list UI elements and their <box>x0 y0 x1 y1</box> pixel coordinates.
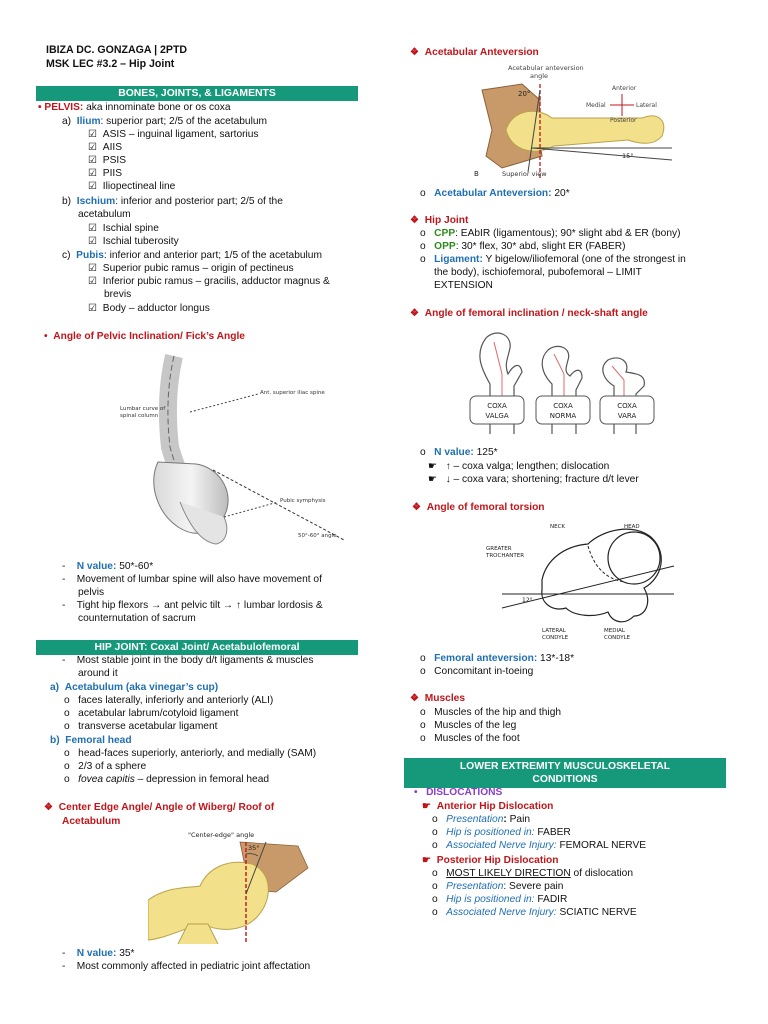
list-item: ☛ ↓ – coxa vara; shortening; fracture d/t lever <box>428 474 639 485</box>
item-text-italic: fovea capitis <box>78 774 135 785</box>
ischium-label: Ischium <box>76 196 116 207</box>
heading-text: Acetabular Anteversion <box>424 47 539 58</box>
bar-text: LOWER EXTREMITY MUSCULOSKELETAL <box>459 761 671 772</box>
heading-text: Center Edge Angle/ Angle of Wiberg/ Roof of <box>58 802 275 813</box>
fig-label: Anterior <box>612 85 637 92</box>
acetabular-anteversion-heading: ❖ Acetabular Anteversion <box>410 47 539 58</box>
list-item: o Associated Nerve Injury: SCIATIC NERVE <box>432 907 637 918</box>
item-text: ASIS – inguinal ligament, sartorius <box>102 129 259 140</box>
list-item: ☑ AIIS <box>88 142 123 153</box>
fig-label: HEAD <box>624 524 640 530</box>
item-text: Iliopectineal line <box>102 181 176 192</box>
anterior-dislocation-heading: ☛ Anterior Hip Dislocation <box>422 801 554 812</box>
pubis-label: Pubis <box>76 250 104 261</box>
item-text: Most commonly affected in pediatric joint affectation <box>76 961 311 972</box>
fig-caption: "Center-edge" angle <box>188 831 255 839</box>
list-item: ☑ ASIS – inguinal ligament, sartorius <box>88 129 259 140</box>
item-label: Presentation <box>446 881 504 892</box>
femoral-torsion-heading: ❖ Angle of femoral torsion <box>412 502 545 513</box>
list-item: - Most stable joint in the body d/t ligaments & muscles <box>62 655 314 666</box>
nvalue-label: N value: <box>434 447 474 458</box>
item-text-cont: around it <box>78 668 118 679</box>
nvalue-label: N value: <box>76 561 117 572</box>
fig-label: Posterior <box>610 117 637 124</box>
list-item: - Tight hip flexors → ant pelvic tilt → ↑ lumbar lordosis & <box>62 600 323 611</box>
item-text-cont: counternutation of sacrum <box>78 613 196 624</box>
ilium-line <box>62 115 267 128</box>
cpp-label: CPP <box>434 228 456 239</box>
item-sep: : <box>503 814 510 825</box>
nvalue-text: 125* <box>473 447 498 458</box>
fig-label: TROCHANTER <box>486 553 525 559</box>
list-item: - Movement of lumbar spine will also have movement of <box>62 574 322 585</box>
acetabular-anteversion-figure <box>472 60 682 178</box>
fig-angle: 12° <box>522 597 533 604</box>
femoral-anteversion-value: o Femoral anteversion: 13*-18* <box>420 653 575 664</box>
femoral-head-heading <box>50 734 132 747</box>
heading-text: Femoral head <box>65 735 132 746</box>
ischium-text-cont: acetabulum <box>78 209 131 220</box>
item-label: Hip is positioned in: <box>446 894 535 905</box>
pelvis-line <box>38 101 231 114</box>
list-item: - Most commonly affected in pediatric joint affectation <box>62 961 311 972</box>
center-edge-figure <box>148 828 318 944</box>
fig-label: GREATER <box>486 546 512 552</box>
opp-label: OPP <box>434 241 456 252</box>
ischium-line <box>62 195 283 208</box>
acetabulum-heading <box>50 681 218 694</box>
bar-text: CONDITIONS <box>532 774 598 785</box>
heading-text: Anterior Hip Dislocation <box>436 801 554 812</box>
ligament-text-cont: EXTENSION <box>434 280 493 291</box>
pubis-line <box>62 249 322 262</box>
list-item: ☑ Superior pubic ramus – origin of pectineus <box>88 263 294 274</box>
list-item: o Hip is positioned in: FADIR <box>432 894 568 905</box>
item-value: Pain <box>509 814 530 825</box>
item-text: acetabular labrum/cotyloid ligament <box>78 708 239 719</box>
heading-text: Angle of femoral inclination / neck-shaft angle <box>424 308 648 319</box>
ligament-text-cont: the body), ischiofemoral, pubofemoral – LIMIT <box>434 267 642 278</box>
fig-angle: 15° <box>622 152 634 160</box>
posterior-dislocation-heading: ☛ Posterior Hip Dislocation <box>422 855 559 866</box>
fig-label: VARA <box>617 412 637 420</box>
femoral-inclination-figure <box>464 324 664 436</box>
list-item: o Muscles of the foot <box>420 733 520 744</box>
item-text: Muscles of the hip and thigh <box>434 707 562 718</box>
fig-label: VALGA <box>485 412 509 420</box>
fig-label: 50°-60° angle <box>298 533 337 539</box>
item-text: Superior pubic ramus – origin of pectineus <box>102 263 294 274</box>
list-item: ☛ ↑ – coxa valga; lengthen; dislocation <box>428 461 610 472</box>
heading-text: Angle of femoral torsion <box>426 502 545 513</box>
ligament-line: o Ligament: Y bigelow/iliofemoral (one of the strongest in <box>420 254 686 265</box>
cpp-line: o CPP: EAbIR (ligamentous); 90* slight abd & ER (bony) <box>420 228 681 239</box>
heading-text: Muscles <box>424 693 465 704</box>
item-text: Tight hip flexors → ant pelvic tilt → ↑ lumbar lordosis & <box>76 600 323 611</box>
list-item: o Associated Nerve Injury: FEMORAL NERVE <box>432 840 647 851</box>
inclination-nvalue: o N value: 125* <box>420 447 498 458</box>
list-item: ☑ Ischial tuberosity <box>88 236 179 247</box>
list-item: o faces laterally, inferiorly and anteriorly (ALI) <box>64 695 274 706</box>
hip-joint-heading: ❖ Hip Joint <box>410 215 469 226</box>
fig-label: LATERAL <box>542 628 566 634</box>
list-item: o acetabular labrum/cotyloid ligament <box>64 708 239 719</box>
item-text: Muscles of the leg <box>434 720 517 731</box>
pelvic-nvalue: - N value: 50*-60* <box>62 561 154 572</box>
lower-extremity-section-bar <box>404 758 726 788</box>
dislocations-heading: • DISLOCATIONS <box>414 787 503 798</box>
fig-label: COXA <box>553 402 573 410</box>
femoral-torsion-figure <box>484 516 684 644</box>
nvalue-label: N value: <box>76 948 117 959</box>
item-value: Severe pain <box>509 881 564 892</box>
heading-text: Acetabulum (aka vinegar’s cup) <box>64 682 219 693</box>
fig-label: CONDYLE <box>542 635 569 641</box>
item-value: FABER <box>537 827 571 838</box>
value-label: Acetabular Anteversion: <box>434 188 552 199</box>
item-text: PIIS <box>102 168 123 179</box>
fig-label: COXA <box>617 402 637 410</box>
header-line2: MSK LEC #3.2 – Hip Joint <box>46 58 175 70</box>
list-item: ☑ Body – adductor longus <box>88 303 210 314</box>
heading-text: Posterior Hip Dislocation <box>436 855 559 866</box>
femoral-inclination-heading: ❖ Angle of femoral inclination / neck-shaft angle <box>410 308 648 319</box>
heading-text: Hip Joint <box>424 215 469 226</box>
ligament-label: Ligament: <box>434 254 483 265</box>
bullet-dot: • <box>38 102 45 113</box>
item-text: ↑ – coxa valga; lengthen; dislocation <box>445 461 610 472</box>
item-sep: : <box>503 881 510 892</box>
list-letter: a) <box>62 116 72 127</box>
item-label: Associated Nerve Injury: <box>446 907 557 918</box>
header-line1: IBIZA DC. GONZAGA | 2PTD <box>46 44 188 56</box>
list-item: o 2/3 of a sphere <box>64 761 147 772</box>
pelvic-inclination-figure <box>108 352 348 548</box>
item-text: of dislocation <box>570 868 634 879</box>
fig-label: spinal column <box>120 413 159 419</box>
value-text: 13*-18* <box>537 653 575 664</box>
list-item: o Presentation: Severe pain <box>432 881 564 892</box>
item-text: AIIS <box>102 142 123 153</box>
item-value: SCIATIC NERVE <box>559 907 637 918</box>
value-text: 20* <box>551 188 570 199</box>
fig-label: Ant. superior iliac spine <box>260 390 325 396</box>
fig-label: NECK <box>550 524 566 530</box>
ce-nvalue: - N value: 35* <box>62 948 135 959</box>
list-item: ☑ PIIS <box>88 168 123 179</box>
ilium-label: Ilium <box>76 116 101 127</box>
item-text: PSIS <box>102 155 127 166</box>
value-label: Femoral anteversion: <box>434 653 538 664</box>
list-item: ☑ Iliopectineal line <box>88 181 176 192</box>
nvalue-text: 35* <box>116 948 135 959</box>
ligament-text: Y bigelow/iliofemoral (one of the strongest in <box>482 254 686 265</box>
item-text: Most stable joint in the body d/t ligaments & muscles <box>76 655 314 666</box>
item-text: Ischial spine <box>102 223 159 234</box>
item-text: Muscles of the foot <box>434 733 520 744</box>
cpp-text: : EAbIR (ligamentous); 90* slight abd & ER (bony) <box>455 228 681 239</box>
fig-label: Pubic symphysis <box>280 498 326 504</box>
item-text: Body – adductor longus <box>102 303 210 314</box>
item-value: FEMORAL NERVE <box>559 840 647 851</box>
item-text: Inferior pubic ramus – gracilis, adductor magnus & <box>102 276 330 287</box>
item-text-underline: MOST LIKELY DIRECTION <box>446 868 571 879</box>
fig-angle: 35° <box>248 844 260 852</box>
item-text-cont: brevis <box>104 289 132 300</box>
item-text-cont: pelvis <box>78 587 105 598</box>
item-label: Hip is positioned in: <box>446 827 535 838</box>
item-text: faces laterally, inferiorly and anteriorly (ALI) <box>78 695 274 706</box>
list-item: o fovea capitis – depression in femoral head <box>64 774 270 785</box>
pelvis-label: PELVIS: <box>44 102 84 113</box>
fig-label: COXA <box>487 402 507 410</box>
list-item: o Hip is positioned in: FABER <box>432 827 571 838</box>
hip-joint-section-bar: HIP JOINT: Coxal Joint/ Acetabulofemoral <box>36 640 358 655</box>
item-text: ↓ – coxa vara; shortening; fracture d/t lever <box>445 474 639 485</box>
fig-label: CONDYLE <box>604 635 631 641</box>
fig-label: Lateral <box>636 102 657 109</box>
acetabular-anteversion-value: o Acetabular Anteversion: 20* <box>420 188 570 199</box>
pubis-text: : inferior and anterior part; 1/5 of the acetabulum <box>103 250 322 261</box>
ischium-text: : inferior and posterior part; 2/5 of the <box>115 196 283 207</box>
fig-caption: angle <box>530 72 549 80</box>
item-text: transverse acetabular ligament <box>78 721 218 732</box>
list-item: ☑ Inferior pubic ramus – gracilis, adductor magnus & <box>88 276 330 287</box>
fig-label: Lumbar curve of <box>120 406 166 412</box>
heading-text: DISLOCATIONS <box>426 787 503 798</box>
list-letter: a) <box>50 682 60 693</box>
item-text: Concomitant in-toeing <box>434 666 534 677</box>
list-letter: b) <box>50 735 60 746</box>
list-item: o Muscles of the leg <box>420 720 517 731</box>
heading-text-cont: Acetabulum <box>62 816 121 827</box>
fig-label: Superior view <box>502 170 547 178</box>
list-item: o transverse acetabular ligament <box>64 721 218 732</box>
opp-line: o OPP: 30* flex, 30* abd, slight ER (FABER) <box>420 241 626 252</box>
list-letter: b) <box>62 196 72 207</box>
fig-angle: 20° <box>518 90 531 98</box>
list-item: o head-faces superiorly, anteriorly, and medially (SAM) <box>64 748 317 759</box>
item-label: Associated Nerve Injury: <box>446 840 557 851</box>
nvalue-text: 50*-60* <box>116 561 154 572</box>
opp-text: : 30* flex, 30* abd, slight ER (FABER) <box>455 241 626 252</box>
list-item: ☑ PSIS <box>88 155 127 166</box>
fig-caption: Acetabular anteversion <box>508 64 584 72</box>
fig-label: Medial <box>586 102 606 109</box>
muscles-heading: ❖ Muscles <box>410 693 465 704</box>
list-item: o Muscles of the hip and thigh <box>420 707 562 718</box>
list-item: o Concomitant in-toeing <box>420 666 534 677</box>
item-text: Ischial tuberosity <box>102 236 179 247</box>
item-text: – depression in femoral head <box>134 774 270 785</box>
fig-label: B <box>474 170 479 178</box>
item-text: head-faces superiorly, anteriorly, and medially (SAM) <box>78 748 317 759</box>
item-label: Presentation <box>446 814 504 825</box>
bones-section-bar: BONES, JOINTS, & LIGAMENTS <box>36 86 358 101</box>
list-item: ☑ Ischial spine <box>88 223 159 234</box>
item-text: 2/3 of a sphere <box>78 761 147 772</box>
pelvic-inclination-heading: • Angle of Pelvic Inclination/ Fick’s Angle <box>44 331 245 342</box>
item-text: Movement of lumbar spine will also have movement of <box>76 574 322 585</box>
pelvis-text: aka innominate bone or os coxa <box>83 102 231 113</box>
item-value: FADIR <box>537 894 568 905</box>
fig-label: MEDIAL <box>604 628 625 634</box>
center-edge-heading: ❖ Center Edge Angle/ Angle of Wiberg/ Roof of <box>44 802 275 813</box>
ilium-text: : superior part; 2/5 of the acetabulum <box>100 116 268 127</box>
heading-text: Angle of Pelvic Inclination/ Fick’s Angle <box>53 331 245 342</box>
list-letter: c) <box>62 250 71 261</box>
fig-label: NORMA <box>549 412 577 420</box>
list-item: o Presentation: Pain <box>432 814 530 825</box>
list-item: o MOST LIKELY DIRECTION of dislocation <box>432 868 634 879</box>
